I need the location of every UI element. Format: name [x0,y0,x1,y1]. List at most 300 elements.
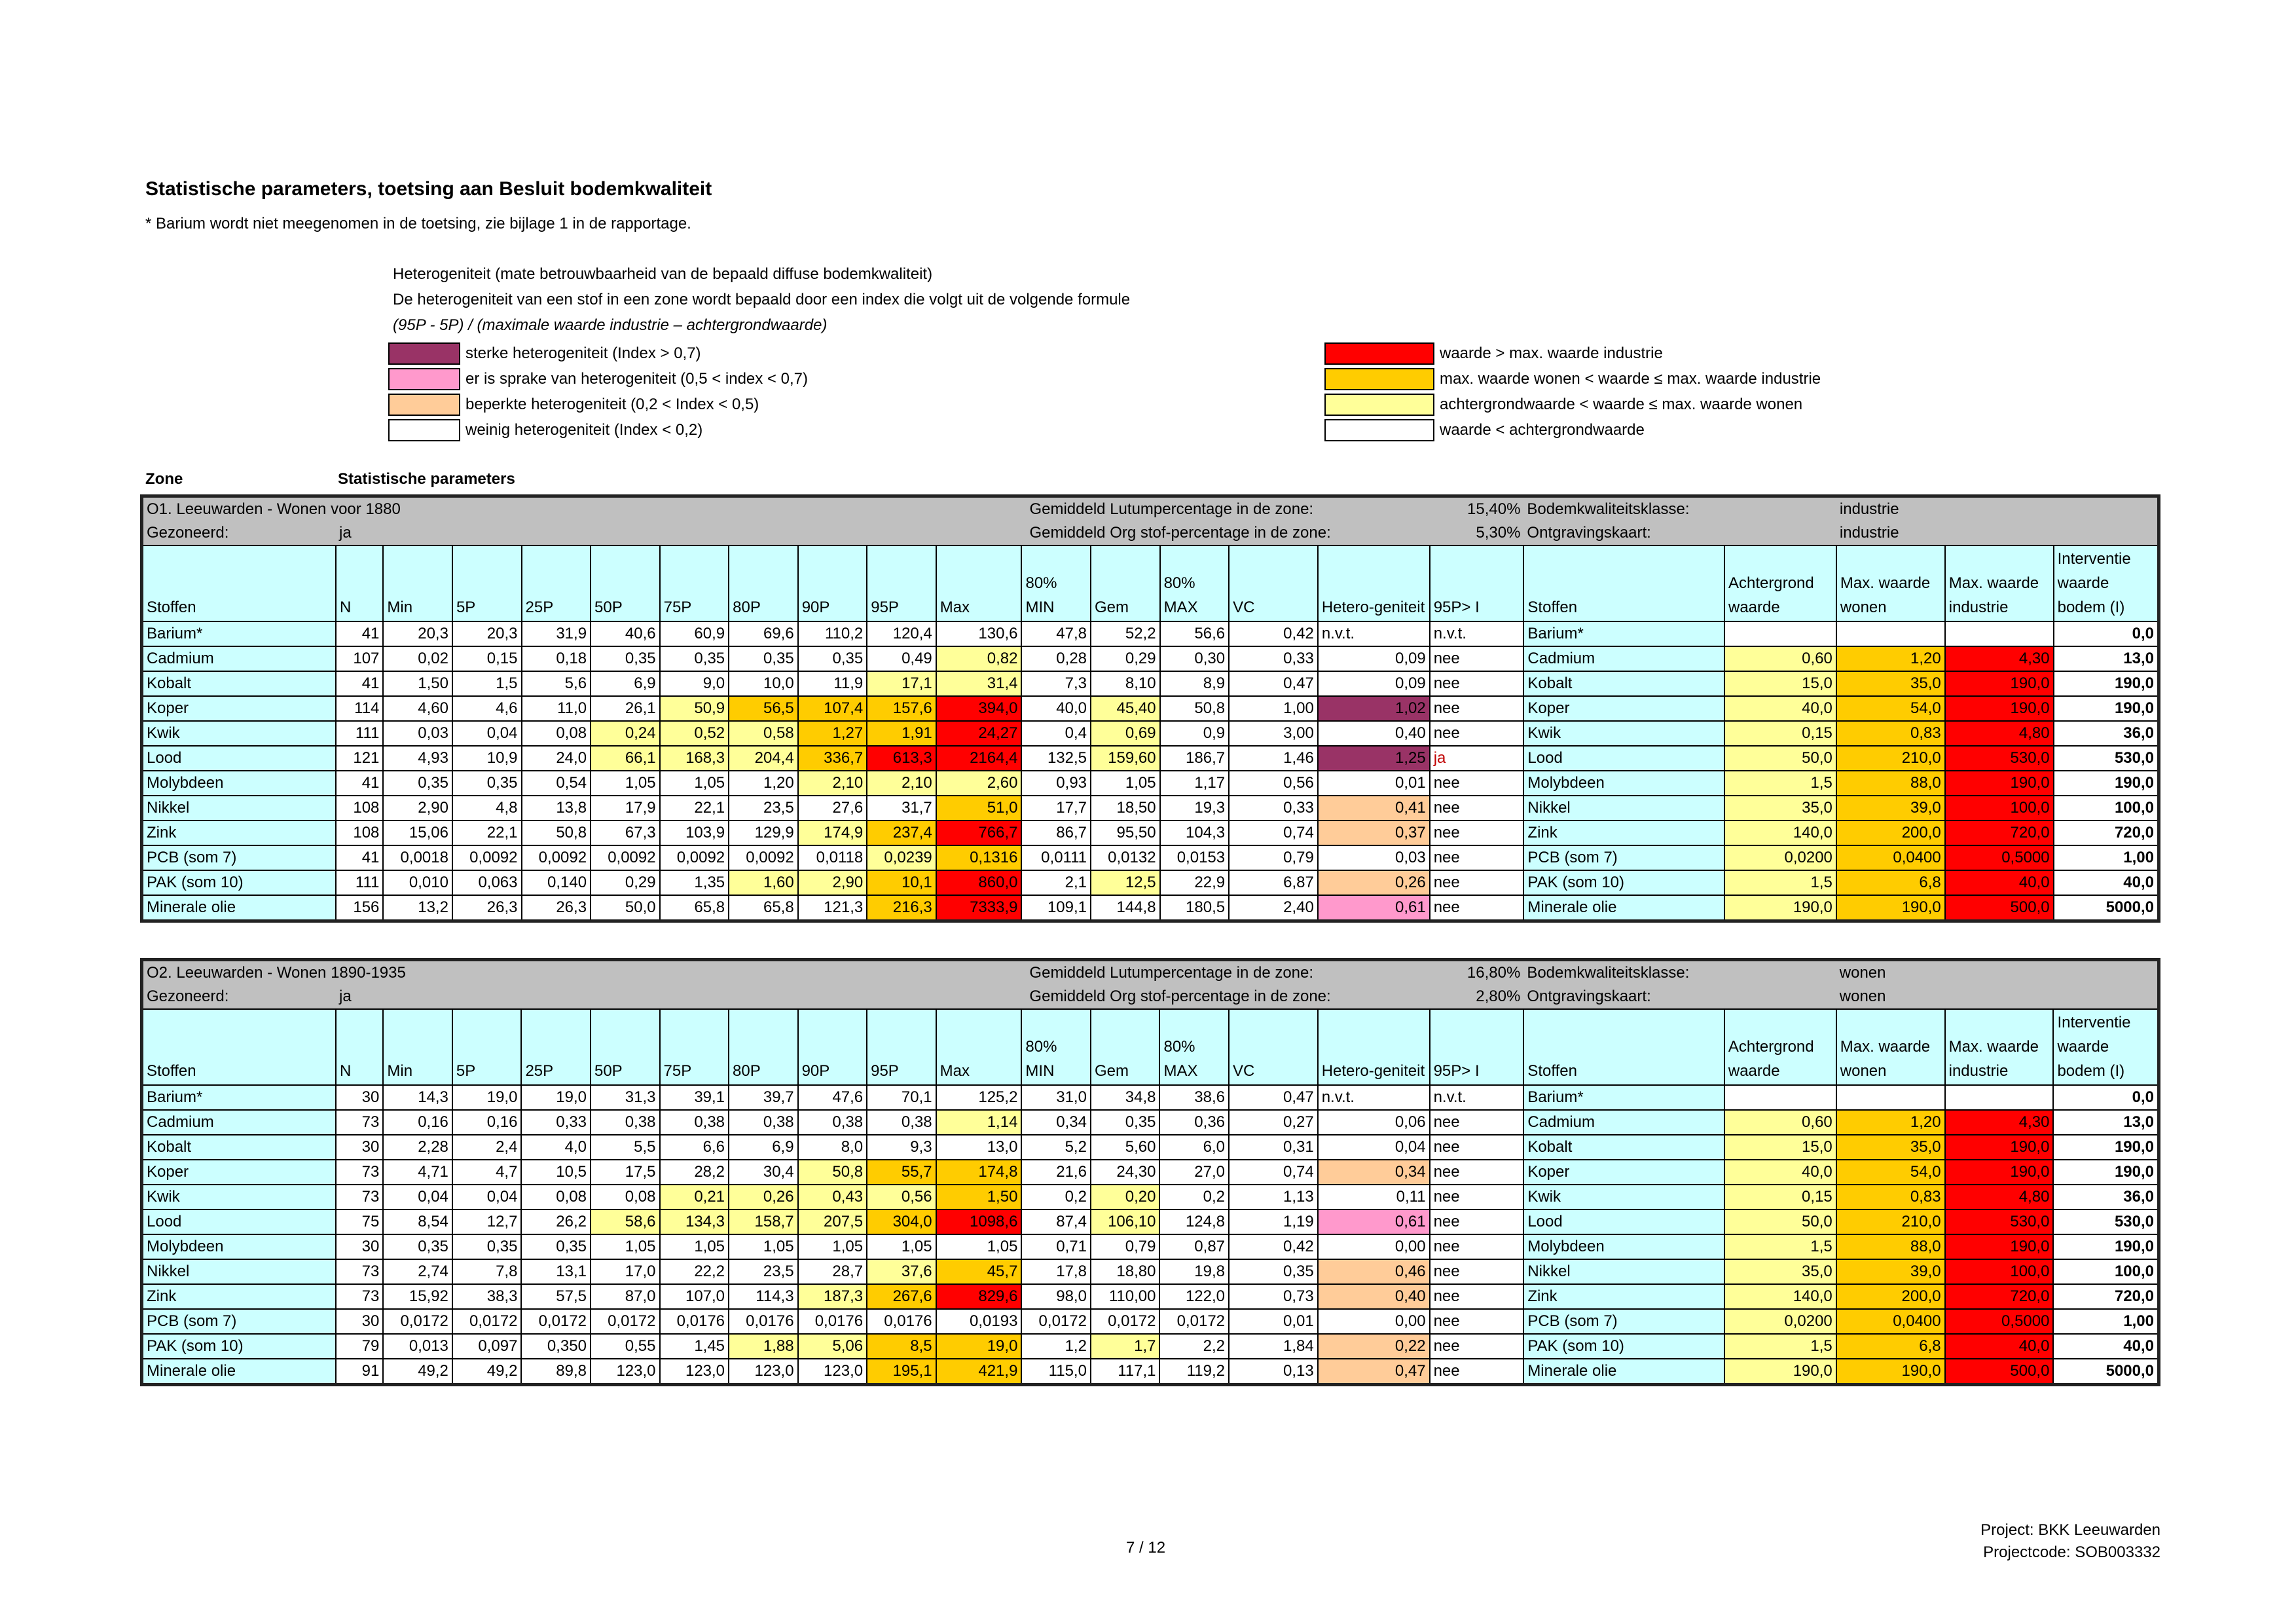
table-cell: 157,6 [867,696,936,721]
table-cell: 1,20 [1836,646,1945,671]
table-cell: nee [1430,870,1524,895]
column-header: 50P [591,1009,660,1085]
table-cell: 115,0 [1021,1359,1091,1385]
table-cell: 121,3 [798,895,867,921]
table-cell: 1,7 [1091,1334,1160,1359]
column-header-row [142,545,2159,621]
table-cell: 720,0 [2054,821,2159,845]
table-cell: 88,0 [1836,771,1945,796]
table-cell: 1,5 [1724,870,1836,895]
table-cell: 0,47 [1229,671,1318,696]
table-cell: 6,0 [1159,1135,1229,1160]
table-cell: 10,0 [729,671,798,696]
table-cell: 1,00 [1229,696,1318,721]
table-cell: Lood [142,1209,337,1234]
table-cell: 107,4 [798,696,867,721]
column-header: Min [383,545,452,621]
table-cell: 0,350 [521,1334,591,1359]
table-cell: 0,04 [452,721,522,746]
table-cell: Nikkel [1523,796,1724,821]
table-cell: 190,0 [2053,1234,2159,1259]
table-cell: 0,5000 [1945,1309,2054,1334]
table-cell: 39,0 [1836,796,1945,821]
table-row [142,895,2159,921]
table-cell: 58,6 [591,1209,660,1234]
table-cell: 19,8 [1159,1259,1229,1284]
column-header: 5P [452,545,522,621]
table-cell: 10,5 [521,1160,591,1185]
table-cell: 0,36 [1159,1110,1229,1135]
table-cell: 304,0 [867,1209,936,1234]
table-cell: 0,69 [1091,721,1160,746]
table-cell: 8,54 [383,1209,452,1234]
table-cell: 6,8 [1836,870,1945,895]
table-cell: 0,0172 [591,1309,660,1334]
table-cell: 1,25 [1318,746,1430,771]
table-cell: 195,1 [867,1359,936,1385]
kaart-value: wonen [1836,985,2159,1009]
table-cell: Barium* [1523,621,1724,646]
table-cell: 50,0 [1724,746,1836,771]
table-cell: 40,0 [1724,1160,1836,1185]
table-cell: Barium* [142,1085,337,1110]
table-cell: PAK (som 10) [142,1334,337,1359]
table-cell: 0,00 [1318,1234,1430,1259]
table-cell: 95,50 [1091,821,1160,845]
table-cell: 67,3 [591,821,660,845]
table-cell: 190,0 [1836,895,1945,921]
table-cell: 50,8 [522,821,591,845]
table-cell: 0,0092 [591,845,660,870]
table-cell: 30,4 [729,1160,798,1185]
table-cell: 35,0 [1724,796,1836,821]
table-cell: 210,0 [1836,746,1945,771]
zone-header-row [142,960,2159,986]
table-cell: 22,1 [452,821,522,845]
table-cell: 0,0172 [1091,1309,1160,1334]
legend-little-heterogeneity [388,418,702,442]
table-cell: nee [1430,1135,1524,1160]
table-cell: 0,0176 [660,1309,729,1334]
table-cell: 23,5 [729,796,798,821]
table-cell: 0,40 [1318,721,1430,746]
column-header: Max. waarde wonen [1836,1009,1945,1085]
table-cell: 4,7 [452,1160,522,1185]
table-cell: 0,0132 [1091,845,1160,870]
table-cell: 267,6 [867,1284,936,1309]
table-cell: 86,7 [1021,821,1091,845]
table-cell: 0,24 [591,721,660,746]
table-cell: 530,0 [1945,746,2054,771]
table-cell: 73 [336,1259,383,1284]
table-cell: 1,05 [660,1234,729,1259]
table-cell: 100,0 [1945,1259,2054,1284]
lutum-label: Gemiddeld Lutumpercentage in de zone: [1021,960,1429,986]
table-cell: 1,05 [591,771,660,796]
table-cell: 336,7 [798,746,867,771]
column-header: 80% MIN [1021,1009,1091,1085]
table-cell: 1,27 [798,721,867,746]
table-cell: 108 [336,796,383,821]
table-cell: 38,6 [1159,1085,1229,1110]
column-header: Hetero-geniteit [1318,1009,1430,1085]
table-cell: Cadmium [142,1110,337,1135]
table-cell: 103,9 [660,821,729,845]
table-cell: 123,0 [729,1359,798,1385]
table-cell: 2,10 [798,771,867,796]
table-cell: PCB (som 7) [142,1309,337,1334]
table-cell: 0,93 [1021,771,1091,796]
table-cell: 57,5 [521,1284,591,1309]
table-cell: nee [1430,671,1524,696]
table-cell: nee [1430,895,1524,921]
table-cell: 14,3 [383,1085,452,1110]
table-cell: 0,33 [1229,646,1318,671]
table-cell [1724,621,1836,646]
table-cell: 65,8 [660,895,729,921]
table-cell: nee [1430,771,1524,796]
table-cell: 28,7 [798,1259,867,1284]
table-cell: 530,0 [2054,746,2159,771]
table-cell: 40,0 [1945,1334,2054,1359]
table-row [142,870,2159,895]
table-cell: 11,9 [798,671,867,696]
column-header: VC [1229,1009,1318,1085]
table-cell: 1,00 [2054,845,2159,870]
table-cell: Cadmium [1523,1110,1724,1135]
legend-swatch-red [1324,342,1434,365]
table-cell: 5000,0 [2054,895,2159,921]
table-cell: 190,0 [1945,771,2054,796]
table-cell: 0,26 [729,1185,798,1209]
table-cell: 0,04 [383,1185,452,1209]
page-number: 7 / 12 [1126,1539,1166,1557]
table-cell: 106,10 [1091,1209,1160,1234]
table-cell: 0,03 [1318,845,1430,870]
table-cell: 31,7 [867,796,936,821]
table-cell: 1,05 [729,1234,798,1259]
table-cell: 19,0 [452,1085,522,1110]
lutum-label: Gemiddeld Lutumpercentage in de zone: [1021,496,1429,522]
table-cell: 4,60 [383,696,452,721]
legend-swatch-peach [388,394,460,416]
table-row [142,1209,2159,1234]
table-cell: 0,0172 [383,1309,452,1334]
table-cell: 100,0 [2053,1259,2159,1284]
table-cell: 0,097 [452,1334,522,1359]
table-cell: 0,31 [1229,1135,1318,1160]
table-cell: 1,20 [729,771,798,796]
table-cell: 210,0 [1836,1209,1945,1234]
table-cell: 114,3 [729,1284,798,1309]
table-cell: 500,0 [1945,895,2054,921]
table-cell: 1,19 [1229,1209,1318,1234]
column-header: 95P> I [1430,1009,1524,1085]
table-cell: PCB (som 7) [1523,845,1724,870]
table-cell: 0,18 [522,646,591,671]
column-header: Interventie waarde bodem (I) [2053,1009,2159,1085]
table-cell: 1,5 [1724,771,1836,796]
table-cell: 31,0 [1021,1085,1091,1110]
table-cell: Minerale olie [142,1359,337,1385]
table-cell: 79 [336,1334,383,1359]
org-label: Gemiddeld Org stof-percentage in de zone: [1021,985,1429,1009]
table-row [142,1085,2159,1110]
table-cell: Kwik [142,1185,337,1209]
table-cell: 5000,0 [2053,1359,2159,1385]
table-cell: 22,9 [1160,870,1230,895]
heterogeneity-intro: Heterogeniteit (mate betrouwbaarheid van de bepaald diffuse bodemkwaliteit) [393,265,933,283]
table-cell: 54,0 [1836,1160,1945,1185]
legend-limited-heterogeneity [388,393,759,416]
lutum-value: 16,80% [1430,960,1524,986]
legend-strong-heterogeneity [388,342,701,365]
table-cell: 530,0 [2053,1209,2159,1234]
table-cell: 237,4 [867,821,936,845]
table-cell: 0,35 [1091,1110,1160,1135]
column-header: 95P> I [1430,545,1524,621]
table-cell: 174,8 [936,1160,1022,1185]
table-cell: 0,0200 [1724,845,1836,870]
table-cell: 15,0 [1724,1135,1836,1160]
table-cell: 30 [336,1309,383,1334]
table-cell: nee [1430,1334,1524,1359]
table-cell: 125,2 [936,1085,1022,1110]
project-info [1980,1519,2160,1564]
table-cell: 0,47 [1229,1085,1318,1110]
table-cell: 0,38 [867,1110,936,1135]
table-cell: Zink [142,1284,337,1309]
table-cell: 17,0 [591,1259,660,1284]
column-header: Stoffen [1523,1009,1724,1085]
table-cell: 0,79 [1091,1234,1160,1259]
table-cell: 15,0 [1724,671,1836,696]
table-cell: 26,3 [452,895,522,921]
table-cell: 0,0 [2053,1085,2159,1110]
table-cell: 0,0176 [867,1309,936,1334]
table-cell: 0,58 [729,721,798,746]
table-cell: 720,0 [2053,1284,2159,1309]
table-cell: 0,0239 [867,845,936,870]
table-cell [1836,1085,1945,1110]
table-cell: nee [1430,646,1524,671]
table-cell: 19,0 [936,1334,1022,1359]
table-cell: 0,28 [1021,646,1091,671]
table-cell: 15,06 [383,821,452,845]
table-cell: 73 [336,1185,383,1209]
table-cell: Lood [1523,746,1724,771]
table-cell: 0,27 [1229,1110,1318,1135]
column-header: Gem [1091,545,1160,621]
lutum-value: 15,40% [1430,496,1524,522]
table-cell: 1,60 [729,870,798,895]
table-cell: 132,5 [1021,746,1091,771]
table-cell: nee [1430,796,1524,821]
column-header: Achtergrond waarde [1724,1009,1836,1085]
table-cell: 766,7 [936,821,1022,845]
heterogeneity-explanation: De heterogeniteit van een stof in een zone wordt bepaald door een index die volgt uit de volgende formule [393,291,1131,308]
legend-label: weinig heterogeniteit (Index < 0,2) [465,421,703,439]
table-cell: 0,11 [1318,1185,1430,1209]
table-cell: Zink [1523,1284,1724,1309]
table-cell: 187,3 [798,1284,867,1309]
table-cell: 13,8 [522,796,591,821]
table-cell: 117,1 [1091,1359,1160,1385]
table-cell: 40,0 [1945,870,2054,895]
table-cell: 109,1 [1021,895,1091,921]
table-cell: 0,16 [383,1110,452,1135]
table-cell: 180,5 [1160,895,1230,921]
table-cell: 5,6 [522,671,591,696]
table-cell: 40,0 [1724,696,1836,721]
table-cell: 0,08 [521,1185,591,1209]
column-header: 80% MIN [1021,545,1091,621]
table-cell: 18,80 [1091,1259,1160,1284]
table-cell: 720,0 [1945,821,2054,845]
table-row [142,821,2159,845]
table-row [142,746,2159,771]
legend-above-industry [1324,342,1663,365]
table-cell: 13,0 [936,1135,1022,1160]
table-cell: 35,0 [1836,1135,1945,1160]
table-cell: 0,56 [867,1185,936,1209]
table-cell: 13,0 [2054,646,2159,671]
table-cell: 30 [336,1234,383,1259]
table-cell: 0,35 [1229,1259,1318,1284]
table-cell: 123,0 [798,1359,867,1385]
table-cell: 1,50 [936,1185,1022,1209]
table-cell: 0,20 [1091,1185,1160,1209]
table-cell: 158,7 [729,1209,798,1234]
table-cell: 5,60 [1091,1135,1160,1160]
gezoneerd-value: ja [336,985,1021,1009]
table-cell: 0,34 [1318,1160,1430,1185]
klasse-label: Bodemkwaliteitsklasse: [1523,496,1836,522]
table-cell: 0,38 [591,1110,660,1135]
table-cell: 860,0 [936,870,1022,895]
table-cell: nee [1430,721,1524,746]
legend-between-background-wonen [1324,393,1802,416]
column-header: 80% MAX [1160,545,1230,621]
table-cell: 0,33 [521,1110,591,1135]
legend-swatch-white [1324,419,1434,441]
table-cell: 28,2 [660,1160,729,1185]
table-cell: 98,0 [1021,1284,1091,1309]
table-cell: 4,0 [521,1135,591,1160]
table-cell: 0,60 [1724,646,1836,671]
table-cell: PCB (som 7) [1523,1309,1724,1334]
table-row [142,1234,2159,1259]
table-cell: 190,0 [1945,1160,2054,1185]
table-cell: 200,0 [1836,821,1945,845]
table-cell: 73 [336,1160,383,1185]
table-cell: 1,2 [1021,1334,1091,1359]
column-header: 5P [452,1009,522,1085]
table-cell: 0,38 [798,1110,867,1135]
table-cell: 23,5 [729,1259,798,1284]
column-header: Stoffen [142,1009,337,1085]
table-row [142,671,2159,696]
table-cell: PAK (som 10) [142,870,337,895]
table-cell: 1,05 [936,1234,1022,1259]
table-cell: 156 [336,895,383,921]
table-cell: 0,87 [1159,1234,1229,1259]
table-cell: 6,9 [729,1135,798,1160]
table-cell: 0,03 [383,721,452,746]
table-cell: 0,74 [1229,821,1318,845]
legend-label: beperkte heterogeniteit (0,2 < Index < 0,5) [465,396,759,413]
org-label: Gemiddeld Org stof-percentage in de zone: [1021,521,1429,545]
table-cell: 0,26 [1318,870,1430,895]
table-cell: 190,0 [2054,671,2159,696]
table-cell: 168,3 [660,746,729,771]
table-row [142,1185,2159,1209]
table-cell: 0,08 [522,721,591,746]
table-cell: 2,4 [452,1135,522,1160]
table-cell: Minerale olie [142,895,337,921]
table-cell: 129,9 [729,821,798,845]
table-cell: Kobalt [142,1135,337,1160]
legend-label: waarde < achtergrondwaarde [1440,421,1645,439]
table-row [142,1334,2159,1359]
table-cell: 39,0 [1836,1259,1945,1284]
column-header: 80% MAX [1159,1009,1229,1085]
table-cell: Lood [142,746,337,771]
column-header: N [336,1009,383,1085]
table-cell: 0,09 [1318,646,1430,671]
column-header: 95P [867,1009,936,1085]
table-cell: 9,0 [660,671,729,696]
table-cell: n.v.t. [1430,621,1524,646]
table-cell: 119,2 [1159,1359,1229,1385]
table-cell: Molybdeen [142,771,337,796]
table-cell: 51,0 [936,796,1022,821]
legend-swatch-white [388,419,460,441]
table-row [142,1284,2159,1309]
column-header: Stoffen [1523,545,1724,621]
org-value: 5,30% [1430,521,1524,545]
table-cell: 0,35 [452,1234,522,1259]
column-header: 90P [798,1009,867,1085]
table-cell: 6,9 [591,671,660,696]
zone-header-row [142,985,2159,1009]
table-cell: 0,0193 [936,1309,1022,1334]
table-cell: 55,7 [867,1160,936,1185]
table-cell: 190,0 [2053,1135,2159,1160]
table-cell: 174,9 [798,821,867,845]
table-cell: 0,0400 [1836,845,1945,870]
table-cell: 207,5 [798,1209,867,1234]
table-cell: 70,1 [867,1085,936,1110]
zone-header-row [142,521,2159,545]
table-cell: 89,8 [521,1359,591,1385]
table-cell: 0,0172 [521,1309,591,1334]
table-cell: 0,00 [1318,1309,1430,1334]
table-cell: 1,46 [1229,746,1318,771]
table-cell: 0,21 [660,1185,729,1209]
table-cell: 2,28 [383,1135,452,1160]
table-cell: 0,49 [867,646,936,671]
table-cell: 0,0200 [1724,1309,1836,1334]
table-cell: 1,45 [660,1334,729,1359]
table-cell: 421,9 [936,1359,1022,1385]
table-cell: 6,6 [660,1135,729,1160]
table-cell: 190,0 [1945,671,2054,696]
table-cell: 130,6 [936,621,1022,646]
project-code: Projectcode: SOB003332 [1983,1543,2160,1561]
table-cell: 0,013 [383,1334,452,1359]
table-cell: 121 [336,746,383,771]
